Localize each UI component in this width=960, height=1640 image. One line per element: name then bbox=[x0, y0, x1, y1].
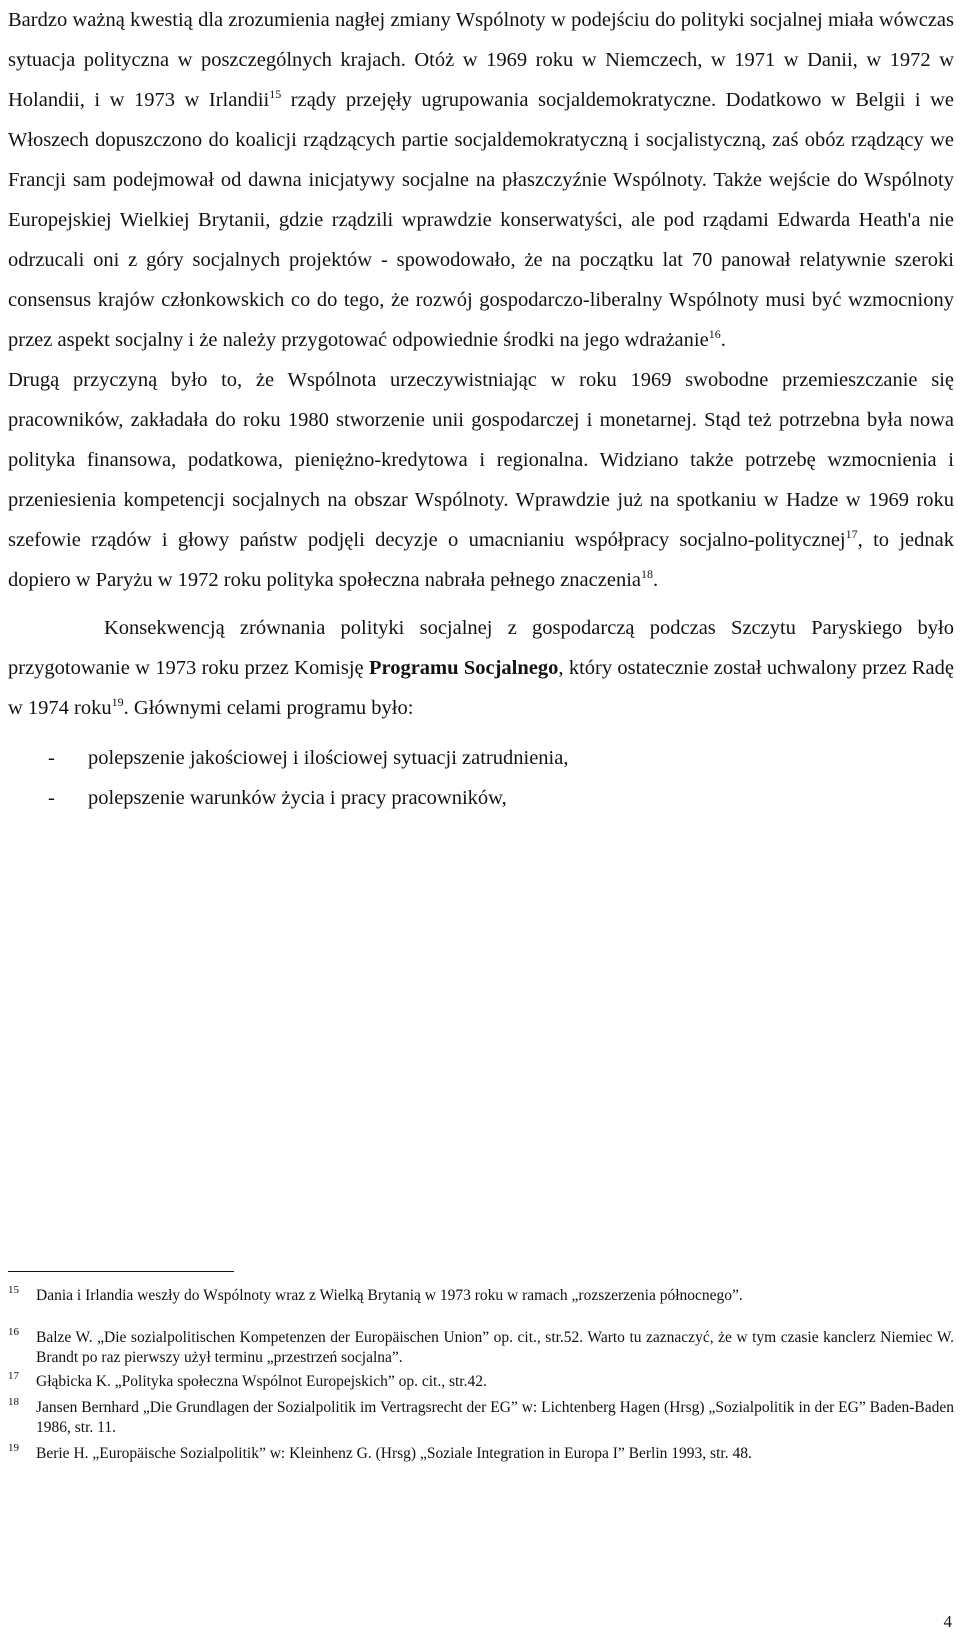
footnote-number: 16 bbox=[8, 1326, 19, 1338]
list-dash: - bbox=[48, 787, 55, 809]
paragraph-3-text-b: , który ostatecznie został uchwalony przez Radę w 1974 roku bbox=[8, 657, 954, 719]
paragraph-3-text-a: Konsekwencją zrównania polityki socjalnej z gospodarczą podczas Szczytu Paryskiego było przygotowanie w 1973 roku przez Komisję bbox=[8, 617, 954, 679]
paragraph-1 bbox=[8, 0, 954, 360]
footnote-text: Balze W. „Die sozialpolitischen Kompetenzen der Europäischen Union” op. cit., str.52. Warto tu zaznaczyć, że w tym czasie kanclerz Niemiec W. Brandt po raz pierwszy użył terminu „przestrzeń socjalna”. bbox=[36, 1329, 954, 1366]
footnote-text: Jansen Bernhard „Die Grundlagen der Sozialpolitik im Vertragsrecht der EG” w: Lichtenberg Hagen (Hrsg) „Sozialpolitik in der EG” Baden-Baden 1986, str. 11. bbox=[36, 1399, 954, 1436]
footnote-ref-19[interactable]: 19 bbox=[111, 695, 124, 709]
footnote-17 bbox=[8, 1372, 954, 1392]
paragraph-2 bbox=[8, 360, 954, 600]
footnote-text: Głąbicka K. „Polityka społeczna Wspólnot Europejskich” op. cit., str.42. bbox=[36, 1373, 487, 1390]
paragraph-2-text-b: , to jednak dopiero w Paryżu w 1972 roku polityka społeczna nabrała pełnego znaczenia bbox=[8, 529, 954, 591]
paragraph-1-text-c: . bbox=[720, 329, 726, 351]
paragraph-3-text-c: . Głównymi celami programu było: bbox=[123, 697, 414, 719]
footnote-19 bbox=[8, 1444, 954, 1464]
list-item bbox=[8, 778, 954, 818]
footnote-ref-15[interactable]: 15 bbox=[269, 87, 282, 101]
list-dash: - bbox=[48, 747, 55, 769]
footnote-ref-16[interactable]: 16 bbox=[708, 327, 721, 341]
list-item-text: polepszenie warunków życia i pracy pracowników, bbox=[88, 787, 507, 809]
list-item-text: polepszenie jakościowej i ilościowej sytuacji zatrudnienia, bbox=[88, 747, 569, 769]
footnote-15 bbox=[8, 1286, 954, 1306]
footnote-ref-18[interactable]: 18 bbox=[641, 567, 653, 581]
footnotes bbox=[8, 1286, 954, 1464]
footnote-number: 19 bbox=[8, 1442, 19, 1454]
footnote-separator bbox=[8, 1271, 234, 1272]
footnote-ref-17[interactable]: 17 bbox=[845, 527, 858, 541]
paragraph-2-text-c: . bbox=[653, 569, 659, 591]
paragraph-1-text-a: Bardzo ważną kwestią dla zrozumienia nagłej zmiany Wspólnoty w podejściu do polityki socjalnej miała wówczas sytuacja polityczna w poszczególnych krajach. Otóż w 1969 roku w Niemczech, w 1971 w Danii, w 1972 w Holandii, i w 1973 w Irlandii bbox=[8, 9, 954, 111]
page-number: 4 bbox=[943, 1612, 952, 1631]
list-item bbox=[8, 738, 954, 778]
paragraph-3 bbox=[8, 608, 954, 728]
footnote-18 bbox=[8, 1398, 954, 1438]
document-page bbox=[8, 0, 954, 1462]
paragraph-2-text-a: Drugą przyczyną było to, że Wspólnota urzeczywistniając w roku 1969 swobodne przemieszczanie się pracowników, zakładała do roku 1980 stworzenie unii gospodarczej i monetarnej. Stąd też potrzebna była nowa polityka finansowa, podatkowa, pieniężno-kredytowa i regionalna. Widziano także potrzebę wzmocnienia i przeniesienia kompetencji socjalnych na obszar Wspólnoty. Wprawdzie już na spotkaniu w Hadze w 1969 roku szefowie rządów i głowy państw podjęli decyzje o umacnianiu współpracy socjalno-politycznej bbox=[8, 369, 954, 551]
footnote-text: Berie H. „Europäische Sozialpolitik” w: Kleinhenz G. (Hrsg) „Soziale Integration in Europa I” Berlin 1993, str. 48. bbox=[36, 1445, 752, 1462]
footnote-text: Dania i Irlandia weszły do Wspólnoty wraz z Wielką Brytanią w 1973 roku w ramach „rozszerzenia północnego”. bbox=[36, 1287, 743, 1304]
footnote-number: 17 bbox=[8, 1370, 19, 1382]
paragraph-1-text-b: rządy przejęły ugrupowania socjaldemokratyczne. Dodatkowo w Belgii i we Włoszech dopuszczono do koalicji rządzących partie socjaldemokratyczną i socjalistyczną, zaś obóz rządzący we Francji sam podejmował od dawna inicjatywy socjalne na płaszczyźnie Wspólnoty. Także wejście do Wspólnoty Europejskiej Wielkiej Brytanii, gdzie rządzili wprawdzie konserwatyści, ale pod rządami Edwarda Heath'a nie odrzucali oni z góry socjalnych projektów - spowodowało, że na początku lat 70 panował relatywnie szeroki consensus krajów członkowskich co do tego, że rozwój gospodarczo-liberalny Wspólnoty musi być wzmocniony przez aspekt socjalny i że należy przygotować odpowiednie środki na jego wdrażanie bbox=[8, 89, 954, 351]
program-title: Programu Socjalnego bbox=[368, 657, 559, 679]
footnote-number: 15 bbox=[8, 1284, 19, 1296]
goals-list bbox=[8, 738, 954, 818]
footnote-16 bbox=[8, 1328, 954, 1368]
footnote-number: 18 bbox=[8, 1396, 19, 1408]
